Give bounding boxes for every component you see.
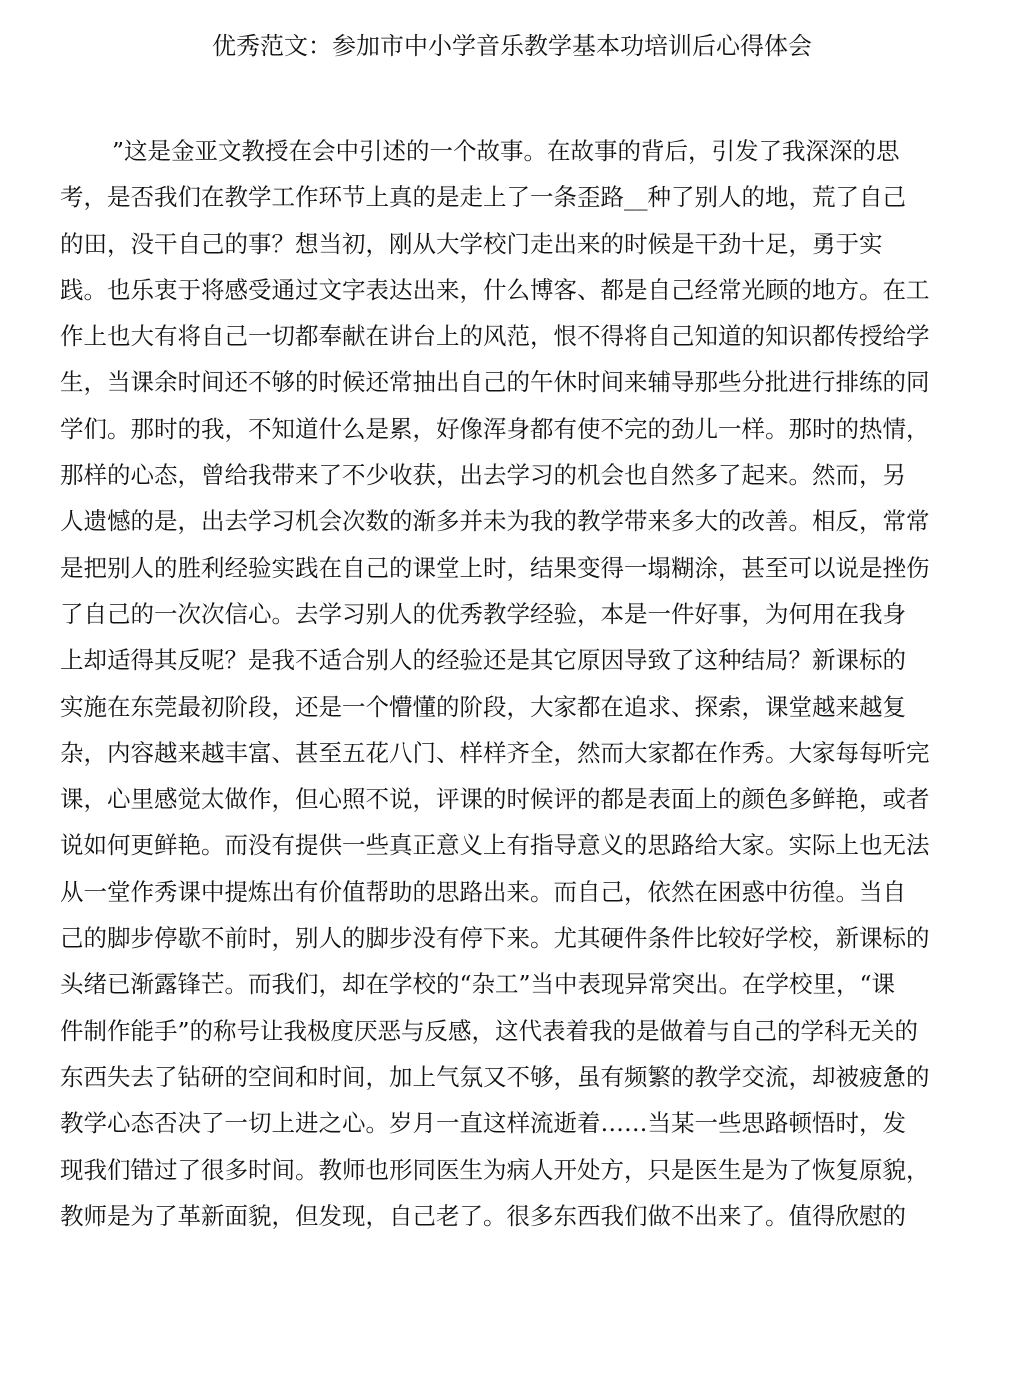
document-body [60, 128, 940, 1239]
body-line: 东西失去了钻研的空间和时间，加上气氛又不够，虽有频繁的教学交流，却被疲惫的 [60, 1062, 930, 1091]
body-line: 杂，内容越来越丰富、甚至五花八门、样样齐全，然而大家都在作秀。大家每每听完 [60, 738, 930, 767]
body-line: 头绪已渐露锋芒。而我们，却在学校的“杂工”当中表现异常突出。在学校里，“课 [60, 970, 896, 999]
body-line: 践。也乐衷于将感受通过文字表达出来，什么博客、都是自己经常光顾的地方。在工 [60, 275, 930, 304]
body-line: 教学心态否决了一切上进之心。岁月一直这样流逝着……当某一些思路顿悟时，发 [60, 1109, 906, 1138]
body-line: 上却适得其反呢？是我不适合别人的经验还是其它原因导致了这种结局？新课标的 [60, 646, 906, 675]
body-line: 考，是否我们在教学工作环节上真的是走上了一条歪路__种了别人的地，荒了自己 [60, 183, 906, 212]
body-line: 的田，没干自己的事？想当初，刚从大学校门走出来的时候是干劲十足，勇于实 [60, 229, 883, 258]
body-line: 实施在东莞最初阶段，还是一个懵懂的阶段，大家都在追求、探索，课堂越来越复 [60, 692, 906, 721]
body-line: 那样的心态，曾给我带来了不少收获，出去学习的机会也自然多了起来。然而，另 [60, 461, 906, 490]
body-line: 件制作能手”的称号让我极度厌恶与反感，这代表着我的是做着与自己的学科无关的 [60, 1016, 919, 1045]
body-line: 课，心里感觉太做作，但心照不说，评课的时候评的都是表面上的颜色多鲜艳，或者 [60, 785, 930, 814]
body-line: 己的脚步停歇不前时，别人的脚步没有停下来。尤其硬件条件比较好学校，新课标的 [60, 924, 930, 953]
body-line: 学们。那时的我，不知道什么是累，好像浑身都有使不完的劲儿一样。那时的热情， [60, 414, 930, 443]
body-line: 了自己的一次次信心。去学习别人的优秀教学经验，本是一件好事，为何用在我身 [60, 599, 906, 628]
body-line: 现我们错过了很多时间。教师也形同医生为病人开处方，只是医生是为了恢复原貌， [60, 1155, 930, 1184]
body-line: 作上也大有将自己一切都奉献在讲台上的风范，恨不得将自己知道的知识都传授给学 [60, 322, 930, 351]
body-line: ”这是金亚文教授在会中引述的一个故事。在故事的背后，引发了我深深的思 [112, 137, 900, 165]
body-line: 教师是为了革新面貌，但发现，自己老了。很多东西我们做不出来了。值得欣慰的 [60, 1201, 906, 1230]
body-line: 人遗憾的是，出去学习机会次数的渐多并未为我的教学带来多大的改善。相反，常常 [60, 507, 930, 536]
body-line: 说如何更鲜艳。而没有提供一些真正意义上有指导意义的思路给大家。实际上也无法 [60, 831, 930, 860]
body-line: 生，当课余时间还不够的时候还常抽出自己的午休时间来辅导那些分批进行排练的同 [60, 368, 930, 397]
document-title: 优秀范文：参加市中小学音乐教学基本功培训后心得体会 [212, 32, 812, 60]
body-line: 从一堂作秀课中提炼出有价值帮助的思路出来。而自己，依然在困惑中彷徨。当自 [60, 877, 906, 906]
body-line: 是把别人的胜利经验实践在自己的课堂上时，结果变得一塌糊涂，甚至可以说是挫伤 [60, 553, 930, 582]
